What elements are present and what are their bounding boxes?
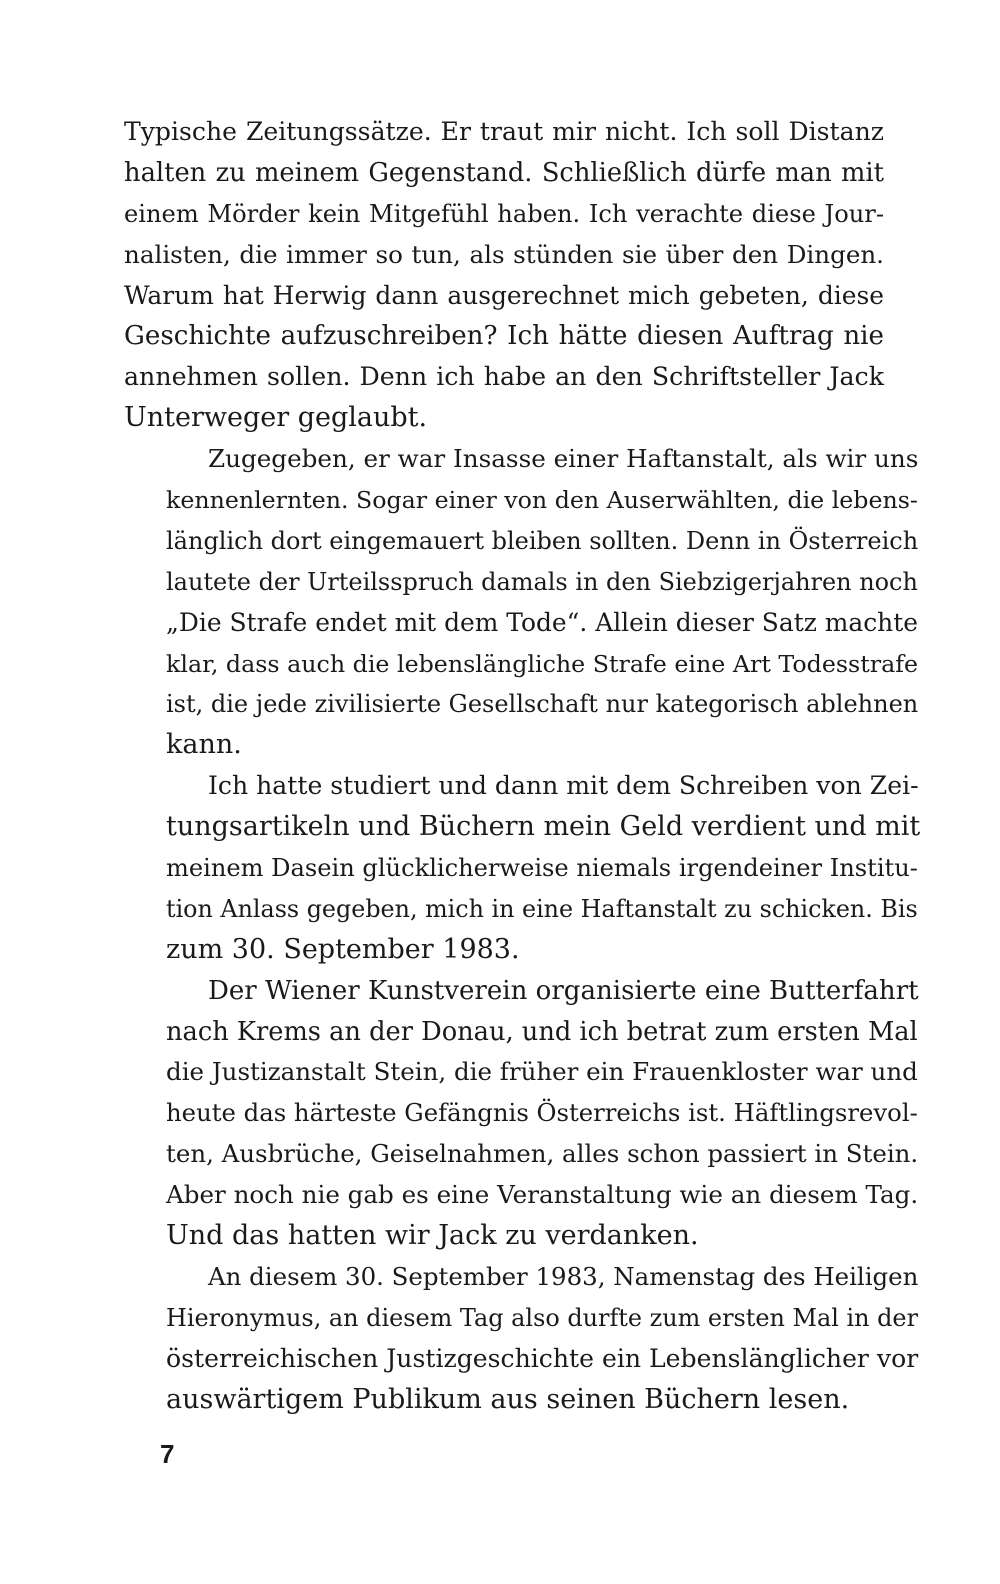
text-line: Und das hatten wir Jack zu verdanken.: [166, 1220, 699, 1252]
text-line: nach Krems an der Donau, und ich betrat zum ersten Mal: [166, 1016, 918, 1047]
text-line: Typische Zeitungssätze. Er traut mir nicht. Ich soll Distanz: [124, 117, 884, 146]
paragraph: [124, 439, 919, 766]
text-line: auswärtigem Publikum aus seinen Büchern lesen.: [166, 1383, 850, 1415]
text-line: meinem Dasein glücklicherweise niemals irgendeiner Institu-: [166, 854, 918, 883]
text-line: annehmen sollen. Denn ich habe an den Schriftsteller Jack: [124, 362, 884, 392]
paragraph: [124, 112, 884, 439]
paragraph: [124, 1257, 919, 1421]
text-line: Geschichte aufzuschreiben? Ich hätte diesen Auftrag nie: [124, 321, 884, 352]
text-line: kann.: [166, 729, 242, 761]
text-line: halten zu meinem Gegenstand. Schließlich dürfe man mit: [124, 157, 884, 188]
page-number: 7: [160, 1439, 175, 1469]
text-line: tungsartikeln und Büchern mein Geld verdient und mit: [166, 811, 921, 843]
text-line: zum 30. September 1983.: [166, 933, 520, 965]
text-line: tion Anlass gegeben, mich in eine Haftanstalt zu schicken. Bis: [166, 894, 918, 923]
text-line: Ich hatte studiert und dann mit dem Schreiben von Zei-: [208, 771, 919, 801]
text-line: ist, die jede zivilisierte Gesellschaft nur kategorisch ablehnen: [166, 690, 919, 719]
text-line: „Die Strafe endet mit dem Tode“. Allein dieser Satz machte: [166, 607, 918, 637]
paragraph: [124, 766, 921, 970]
text-line: Zugegeben, er war Insasse einer Haftanstalt, als wir uns: [208, 444, 919, 474]
text-line: lautete der Urteilsspruch damals in den Siebzigerjahren noch: [166, 567, 918, 596]
text-line: österreichischen Justizgeschichte ein Lebenslänglicher vor: [166, 1343, 919, 1373]
text-line: einem Mörder kein Mitgefühl haben. Ich verachte diese Jour-: [124, 199, 884, 228]
text-line: Hieronymus, an diesem Tag also durfte zum ersten Mal in der: [166, 1303, 919, 1332]
text-line: kennenlernten. Sogar einer von den Auserwählten, die lebens-: [166, 486, 918, 515]
text-line: Aber noch nie gab es eine Veranstaltung wie an diesem Tag.: [166, 1180, 919, 1210]
text-line: klar, dass auch die lebenslängliche Strafe eine Art Todesstrafe: [166, 649, 919, 678]
text-line: ten, Ausbrüche, Geiselnahmen, alles schon passiert in Stein.: [166, 1139, 919, 1169]
text-line: Der Wiener Kunstverein organisierte eine Butterfahrt: [208, 975, 919, 1006]
text-line: Warum hat Herwig dann ausgerechnet mich gebeten, diese: [124, 280, 884, 310]
text-line: die Justizanstalt Stein, die früher ein Frauenkloster war und: [166, 1057, 918, 1087]
body-text: [124, 112, 921, 1421]
text-line: An diesem 30. September 1983, Namenstag des Heiligen: [208, 1261, 919, 1291]
text-line: heute das härteste Gefängnis Österreichs ist. Häftlingsrevol-: [166, 1098, 918, 1128]
text-line: Unterweger geglaubt.: [124, 402, 428, 434]
paragraph: [124, 971, 919, 1257]
text-line: länglich dort eingemauert bleiben sollten. Denn in Österreich: [166, 526, 919, 555]
text-line: nalisten, die immer so tun, als stünden sie über den Dingen.: [124, 239, 884, 269]
